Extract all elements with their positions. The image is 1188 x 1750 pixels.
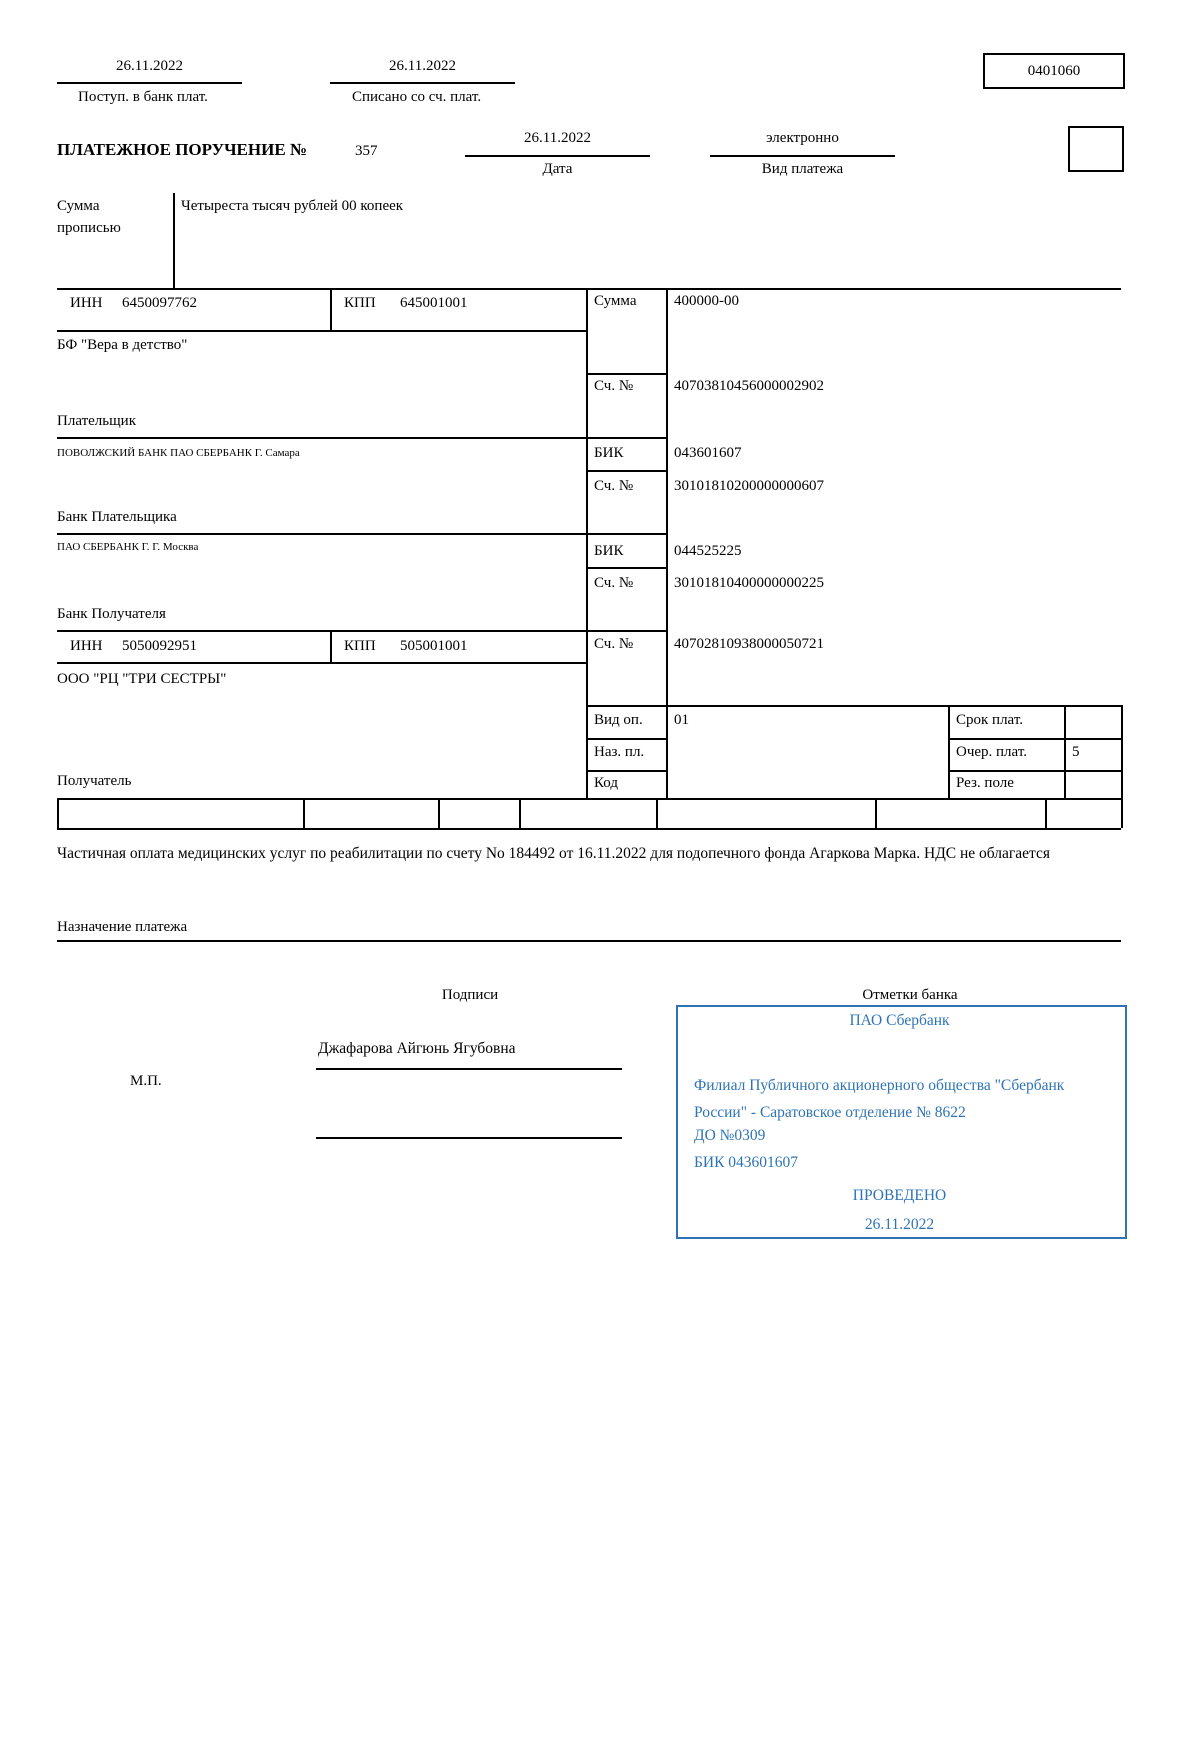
debited-date-label: Списано со сч. плат. xyxy=(352,89,482,105)
marks-cell-divider xyxy=(303,798,305,828)
marks-cell-divider xyxy=(875,798,877,828)
due-date-col-divider xyxy=(1064,705,1066,798)
received-date-underline xyxy=(57,82,242,84)
label-column-right-border xyxy=(666,288,668,798)
stamp-label: М.П. xyxy=(130,1073,162,1089)
purpose-underline xyxy=(57,940,1121,942)
priority-divider xyxy=(948,770,1121,772)
payee-kpp-value: 505001001 xyxy=(400,638,468,654)
purpose-code-label: Наз. пл. xyxy=(594,744,645,760)
payment-kind: электронно xyxy=(766,130,839,146)
received-date-label: Поступ. в банк плат. xyxy=(78,89,208,105)
purpose-label: Назначение платежа xyxy=(57,919,188,935)
amount-words-label-line2: прописью xyxy=(57,220,121,236)
table-right-border xyxy=(1121,705,1123,798)
payer-account-label: Сч. № xyxy=(594,378,634,394)
status-code-box xyxy=(1068,126,1124,172)
marks-cell-divider xyxy=(57,798,59,828)
payer-bank-bik-divider xyxy=(586,470,666,472)
amount-words-label-line1: Сумма xyxy=(57,198,100,214)
code-label: Код xyxy=(594,775,618,791)
bank-marks-branch: Филиал Публичного акционерного общества "Сбербанк России" - Саратовское отделение № 8622 xyxy=(694,1077,1065,1121)
signature-line-1 xyxy=(316,1068,622,1070)
marks-cell-divider xyxy=(438,798,440,828)
due-date-col-left-border xyxy=(948,705,950,798)
payee-inn-value: 5050092951 xyxy=(122,638,197,654)
signer-name: Джафарова Айгюнь Ягубовна xyxy=(318,1040,516,1057)
payer-row-border xyxy=(57,437,666,439)
payer-account-value: 40703810456000002902 xyxy=(674,378,824,394)
payee-bank-name: ПАО СБЕРБАНК Г. Г. Москва xyxy=(57,541,199,553)
payee-bank-bik-divider xyxy=(586,567,666,569)
amount-words: Четыреста тысяч рублей 00 копеек xyxy=(181,198,404,214)
bank-marks-bank-name: ПАО Сбербанк xyxy=(849,1012,950,1029)
purpose-code-divider xyxy=(586,770,666,772)
signatures-label: Подписи xyxy=(441,987,499,1003)
payer-bank-name: ПОВОЛЖСКИЙ БАНК ПАО СБЕРБАНК Г. Самара xyxy=(57,447,300,459)
payer-kpp-label: КПП xyxy=(344,295,376,311)
priority-label: Очер. плат. xyxy=(956,744,1027,760)
payee-bank-bik-label: БИК xyxy=(594,543,624,559)
bank-marks-label: Отметки банка xyxy=(862,987,958,1003)
payee-bank-bik-value: 044525225 xyxy=(674,543,742,559)
bank-marks-date: 26.11.2022 xyxy=(864,1216,935,1233)
payer-bank-row-border xyxy=(57,533,666,535)
payment-kind-label: Вид платежа xyxy=(761,161,844,177)
form-code-box xyxy=(983,53,1125,89)
payer-inn-label: ИНН xyxy=(70,295,103,311)
marks-cell-divider xyxy=(1045,798,1047,828)
marks-cell-divider xyxy=(1121,798,1123,828)
bank-marks-bik: БИК 043601607 xyxy=(694,1154,799,1171)
form-code: 0401060 xyxy=(1027,62,1081,79)
payment-kind-underline xyxy=(710,155,895,157)
marks-cell-divider xyxy=(656,798,658,828)
payer-inn-kpp-divider xyxy=(330,288,332,330)
payee-label: Получатель xyxy=(57,773,132,789)
payee-bank-label: Банк Получателя xyxy=(57,606,166,622)
debited-date: 26.11.2022 xyxy=(389,58,456,74)
table-top-border xyxy=(57,288,1121,290)
op-type-value: 01 xyxy=(674,712,689,728)
document-date-underline xyxy=(465,155,650,157)
table-bottom-border xyxy=(57,798,1121,800)
document-date-label: Дата xyxy=(542,161,573,177)
sum-label: Сумма xyxy=(594,293,637,309)
payer-name: БФ "Вера в детство" xyxy=(57,337,188,353)
priority-value: 5 xyxy=(1072,744,1080,760)
received-date: 26.11.2022 xyxy=(116,58,183,74)
marks-row-bottom-border xyxy=(57,828,1121,830)
payee-account-label: Сч. № xyxy=(594,636,634,652)
document-title: ПЛАТЕЖНОЕ ПОРУЧЕНИЕ № xyxy=(57,140,308,159)
op-type-divider xyxy=(586,738,666,740)
op-type-label: Вид оп. xyxy=(594,712,643,728)
due-date-label: Срок плат. xyxy=(956,712,1024,728)
payee-name: ООО "РЦ "ТРИ СЕСТРЫ" xyxy=(57,671,227,687)
purpose-text: Частичная оплата медицинских услуг по реабилитации по счету No 184492 от 16.11.2022 для подопечного фонда Агаркова Марка. НДС не облагается xyxy=(57,845,1050,862)
payer-inn-value: 6450097762 xyxy=(122,295,197,311)
payee-inn-kpp-divider xyxy=(330,630,332,662)
payer-bank-account-label: Сч. № xyxy=(594,478,634,494)
payee-inn-row-border xyxy=(57,662,586,664)
payee-bank-account-value: 30101810400000000225 xyxy=(674,575,824,591)
bank-marks-status: ПРОВЕДЕНО xyxy=(852,1187,947,1204)
payer-label: Плательщик xyxy=(57,413,136,429)
payer-bank-label: Банк Плательщика xyxy=(57,509,177,525)
label-column-left-border xyxy=(586,288,588,798)
signature-line-2 xyxy=(316,1137,622,1139)
sum-label-divider xyxy=(586,373,666,375)
payer-bank-bik-value: 043601607 xyxy=(674,445,742,461)
payee-account-value: 40702810938000050721 xyxy=(674,636,824,652)
document-date: 26.11.2022 xyxy=(524,130,591,146)
document-number: 357 xyxy=(355,143,378,159)
payee-kpp-label: КПП xyxy=(344,638,376,654)
reserve-label: Рез. поле xyxy=(956,775,1014,791)
due-date-divider xyxy=(948,738,1121,740)
payee-inn-label: ИНН xyxy=(70,638,103,654)
sum-value: 400000-00 xyxy=(674,293,739,309)
payer-bank-account-value: 30101810200000000607 xyxy=(674,478,824,494)
marks-cell-divider xyxy=(519,798,521,828)
payer-inn-row-border xyxy=(57,330,586,332)
amount-words-divider xyxy=(173,193,175,288)
payer-bank-bik-label: БИК xyxy=(594,445,624,461)
payee-bank-row-border xyxy=(57,630,666,632)
payee-bank-account-label: Сч. № xyxy=(594,575,634,591)
debited-date-underline xyxy=(330,82,515,84)
payer-kpp-value: 645001001 xyxy=(400,295,468,311)
bank-marks-office: ДО №0309 xyxy=(694,1127,766,1144)
